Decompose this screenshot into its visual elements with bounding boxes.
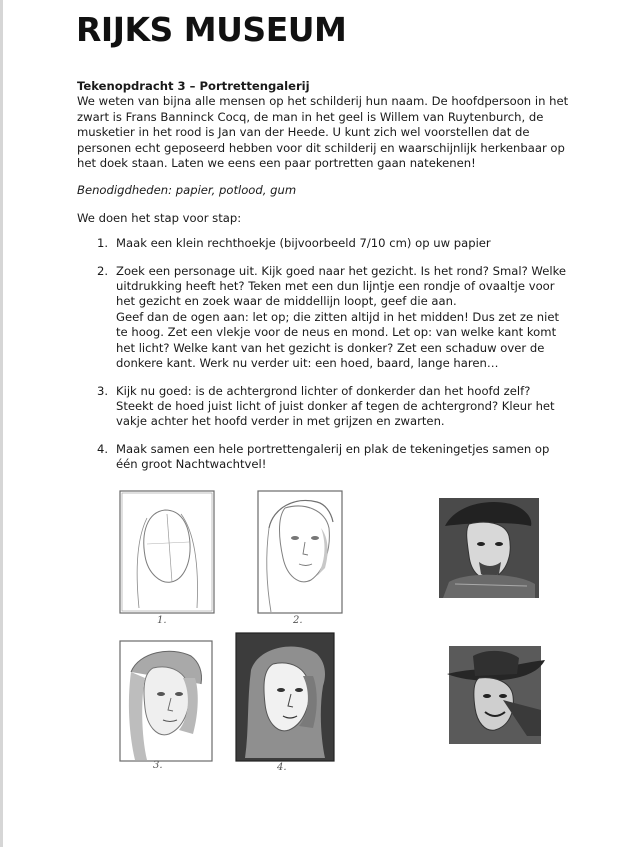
step-text: Maak een klein rechthoekje (bijvoorbeeld 7/10 cm) op uw papier — [116, 236, 491, 251]
supplies-line: Benodigdheden: papier, potlood, gum — [77, 183, 297, 198]
sketch-caption: 4. — [277, 762, 287, 773]
sketch-face-drawing — [255, 488, 345, 616]
assignment-intro: We weten van bijna alle mensen op het schilderij hun naam. De hoofdpersoon in het zwart is Frans Banninck Cocq, de man in het geel is Willem van Ruytenburch, de musketier in het rood is Jan van der Heede. U kunt zich wel voorstellen dat de personen echt geposeerd hebben voor dit schilderij en waarschijnlijk herkenbaar op het doek staan. Laten we eens een paar portretten gaan natekenen! — [77, 94, 569, 171]
steps-lead: We doen het stap voor stap: — [77, 210, 242, 225]
sketch-step-2 — [255, 488, 345, 616]
step-item — [77, 384, 569, 430]
assignment-title: Tekenopdracht 3 – Portrettengalerij — [77, 79, 310, 93]
step-number: 2. — [97, 263, 109, 278]
step-text: Zoek een personage uit. Kijk goed naar het gezicht. Is het rond? Smal? Welke uitdrukking heeft het? Teken met een dun lijntje een rondje of ovaaltje voor het gezicht en zoek waar de middellijn loopt, geef die aan. — [116, 263, 567, 309]
step-text: Maak samen een hele portrettengalerij en plak de tekeningetjes samen op één groot Nachtwachtvel! — [116, 441, 550, 472]
sketch-hat-man-drawing — [443, 640, 547, 750]
sketch-hat-man-drawing — [435, 492, 545, 604]
sketch-caption: 3. — [153, 760, 163, 771]
sketch-dark-background-drawing — [233, 630, 337, 764]
step-item — [77, 264, 569, 372]
step-item — [77, 236, 569, 251]
sketch-hat-portrait-2 — [443, 640, 547, 750]
sketch-gallery — [105, 478, 565, 783]
sketch-shaded-face-drawing — [117, 638, 215, 764]
rijksmuseum-logo: RIJKS MUSEUM — [76, 10, 347, 49]
step-text-continued: Geef dan de ogen aan: let op; die zitten altijd in het midden! Dus zet ze niet te hoog. Zet een vlekje voor de neus en mond. Let op: van welke kant komt het licht? Welke kant van het gezicht is donker? Zet een schaduw over de donkere kant. Werk nu verder uit: een hoed, baard, lange haren… — [116, 309, 560, 371]
sketch-hat-portrait-1 — [435, 492, 545, 604]
step-number: 4. — [97, 441, 109, 456]
page-edge — [0, 0, 3, 847]
sketch-step-1 — [117, 488, 217, 616]
sketch-oval-drawing — [117, 488, 217, 616]
assignment-text — [77, 79, 569, 485]
sketch-step-3 — [117, 638, 215, 764]
steps-list — [77, 236, 569, 472]
sketch-step-4 — [233, 630, 337, 764]
step-number: 3. — [97, 383, 109, 398]
step-text: Kijk nu goed: is de achtergrond lichter of donkerder dan het hoofd zelf? Steekt de hoed juist licht of juist donker af tegen de achtergrond? Kleur het vakje achter het hoofd verder in met grijzen en zwarten. — [116, 383, 555, 429]
step-item — [77, 442, 569, 473]
sketch-caption: 2. — [293, 615, 303, 626]
step-number: 1. — [97, 236, 109, 251]
sketch-caption: 1. — [157, 615, 167, 626]
